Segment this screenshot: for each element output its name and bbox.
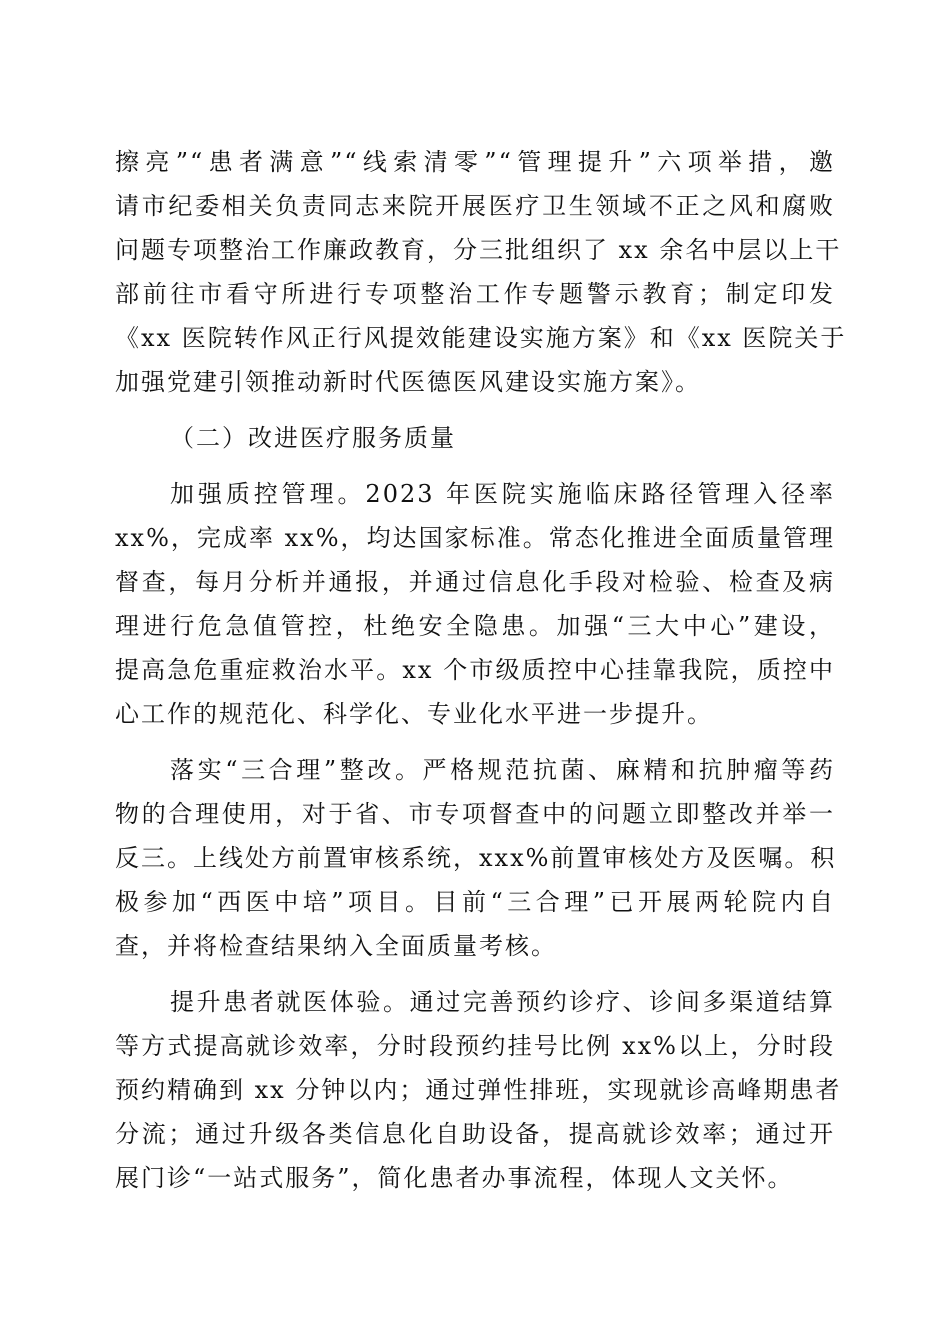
text-line: 心工作的规范化、科学化、专业化水平进一步提升。 <box>115 700 713 728</box>
text-line: 极参加“西医中培”项目。目前“三合理”已开展两轮院内自 <box>115 888 835 916</box>
text-line: 擦亮”“患者满意”“线索清零”“管理提升”六项举措，邀 <box>115 148 835 176</box>
text-line: 理进行危急值管控，杜绝安全隐患。加强“三大中心”建设， <box>115 612 835 640</box>
text-line: 提高急危重症救治水平。xx 个市级质控中心挂靠我院，质控中 <box>115 656 835 684</box>
text-line: 请市纪委相关负责同志来院开展医疗卫生领域不正之风和腐败 <box>115 192 835 220</box>
text-line: 《xx 医院转作风正行风提效能建设实施方案》和《xx 医院关于 <box>115 324 847 352</box>
text-line: 物的合理使用，对于省、市专项督查中的问题立即整改并举一 <box>115 800 835 828</box>
paragraph-patient-experience <box>115 980 842 1200</box>
text-line: 反三。上线处方前置审核系统，xxx%前置审核处方及医嘱。积 <box>115 844 837 872</box>
section-heading <box>115 416 835 460</box>
text-line: 督查，每月分析并通报，并通过信息化手段对检验、检查及病 <box>115 568 835 596</box>
text-line: 预约精确到 xx 分钟以内；通过弹性排班，实现就诊高峰期患者 <box>115 1076 842 1104</box>
text-line: 查，并将检查结果纳入全面质量考核。 <box>115 932 557 960</box>
paragraph-three-rationals <box>115 748 835 968</box>
text-line: 问题专项整治工作廉政教育，分三批组织了 xx 余名中层以上干 <box>115 236 842 264</box>
text-line: 部前往市看守所进行专项整治工作专题警示教育；制定印发 <box>115 280 835 308</box>
document-body <box>115 140 847 1212</box>
text-line: 加强党建引领推动新时代医德医风建设实施方案》。 <box>115 368 701 396</box>
text-line: 等方式提高就诊效率，分时段预约挂号比例 xx%以上，分时段 <box>115 1032 835 1060</box>
text-line: 分流；通过升级各类信息化自助设备，提高就诊效率；通过开 <box>115 1120 835 1148</box>
text-line: 展门诊“一站式服务”，简化患者办事流程，体现人文关怀。 <box>115 1164 794 1192</box>
text-line: xx%，完成率 xx%，均达国家标准。常态化推进全面质量管理 <box>115 524 835 552</box>
paragraph-quality-control <box>115 472 835 736</box>
text-line: 提升患者就医体验。通过完善预约诊疗、诊间多渠道结算 <box>170 988 835 1016</box>
text-line: 加强质控管理。2023 年医院实施临床路径管理入径率 <box>170 480 835 508</box>
text-line: 落实“三合理”整改。严格规范抗菌、麻精和抗肿瘤等药 <box>170 756 835 784</box>
paragraph-discipline-measures <box>115 140 847 404</box>
heading-text: （二）改进医疗服务质量 <box>170 424 456 452</box>
